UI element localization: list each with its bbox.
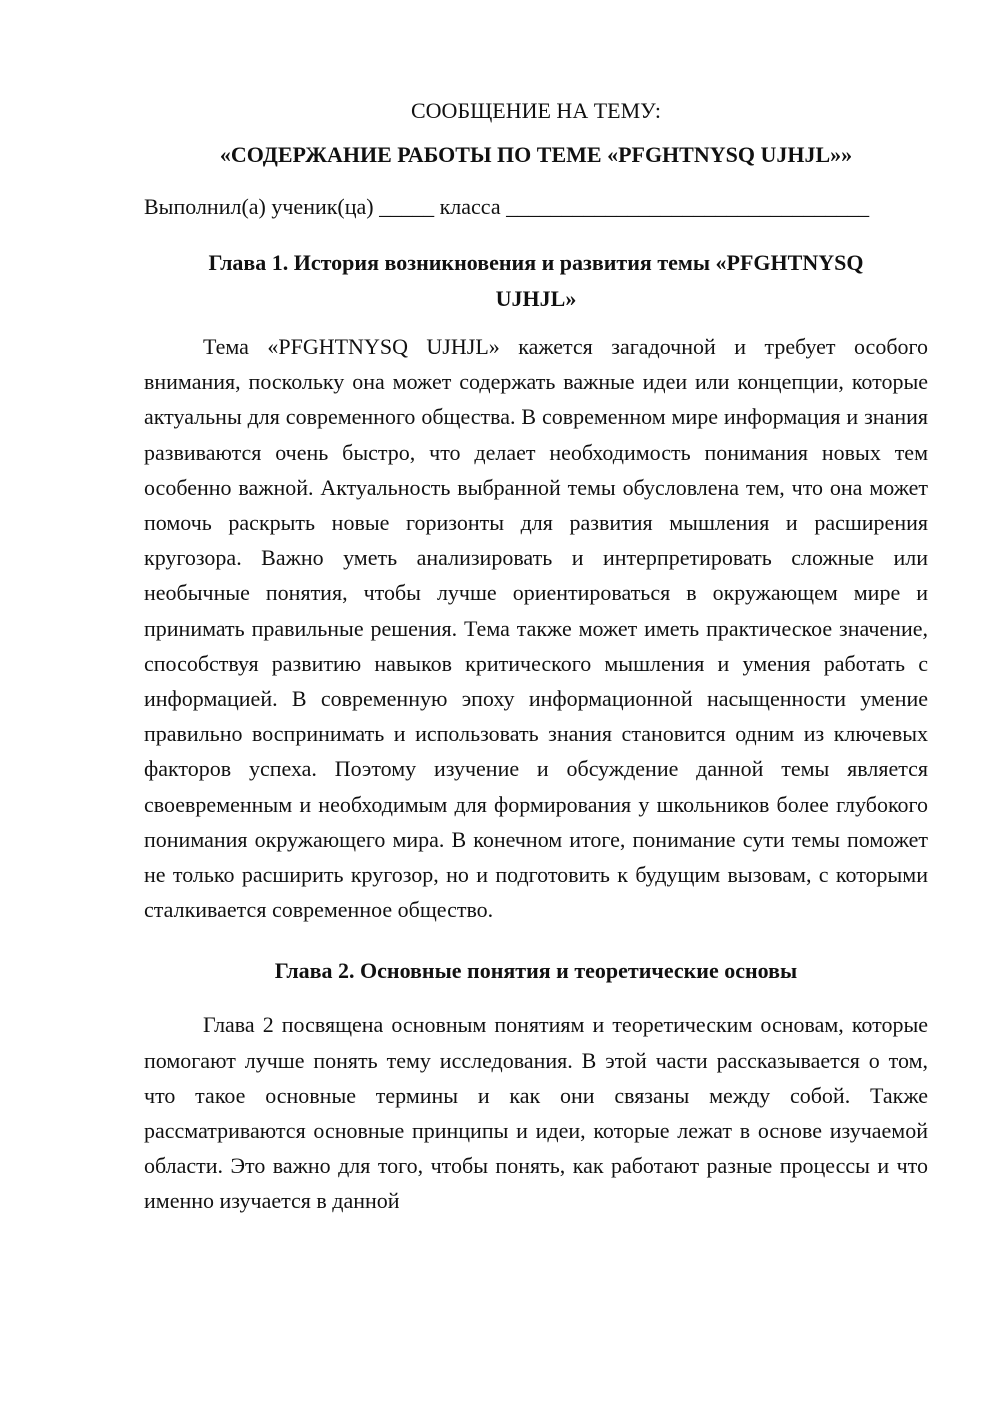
document-title-line2: «СОДЕРЖАНИЕ РАБОТЫ ПО ТЕМЕ «PFGHTNYSQ UJHJL»»: [219, 142, 853, 167]
author-line: Выполнил(а) ученик(ца) _____ класса _________________________________: [144, 194, 870, 219]
chapter2-paragraph: Глава 2 посвящена основным понятиям и теоретическим основам, которые помогают лучше понять тему исследования. В этой части рассказывается о том, что такое основные термины и как они связаны между собой. Также рассматриваются основные принципы и идеи, которые лежат в основе изучаемой области. Это важно для того, чтобы понять, как работают разные процессы и что именно изучается в данной: [144, 1012, 928, 1214]
document-title-line1: СООБЩЕНИЕ НА ТЕМУ:: [411, 98, 661, 123]
chapter1-heading: Глава 1. История возникновения и развития темы «PFGHTNYSQ UJHJL»: [208, 250, 864, 311]
chapter1-paragraph: Тема «PFGHTNYSQ UJHJL» кажется загадочной и требует особого внимания, поскольку она может содержать важные идеи или концепции, которые актуальны для современного общества. В современном мире информация и знания развиваются очень быстро, что делает необходимость понимания новых тем особенно важной. Актуальность выбранной темы обусловлена тем, что она может помочь раскрыть новые горизонты для развития мышления и расширения кругозора. Важно уметь анализировать и интерпретировать сложные или необычные понятия, чтобы лучше ориентироваться в окружающем мире и принимать правильные решения. Тема также может иметь практическое значение, способствуя развитию навыков критического мышления и умения работать с информацией. В современную эпоху информационной насыщенности умение правильно воспринимать и использовать знания становится одним из ключевых факторов успеха. Поэтому изучение и обсуждение данной темы является своевременным и необходимым для формирования у школьников более глубокого понимания окружающего мира. В конечном итоге, понимание сути темы поможет не только расширить кругозор, но и подготовить к будущим вызовам, с которыми сталкивается современное общество.: [144, 334, 928, 923]
chapter2-heading: Глава 2. Основные понятия и теоретические основы: [274, 958, 798, 984]
document-content: [144, 95, 928, 1219]
